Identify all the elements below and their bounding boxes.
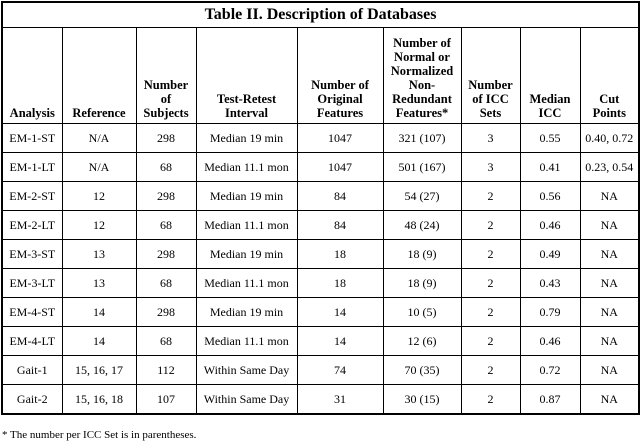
table-cell: 13: [62, 240, 136, 269]
table-cell: 298: [136, 124, 196, 153]
table-cell: 14: [297, 327, 383, 356]
table-cell: 54 (27): [383, 182, 461, 211]
table-cell: Median 11.1 mon: [196, 153, 297, 182]
table-cell: 0.72: [520, 356, 580, 385]
table-cell: 48 (24): [383, 211, 461, 240]
table-cell: 2: [461, 298, 520, 327]
table-cell: 18 (9): [383, 240, 461, 269]
table-cell: NA: [580, 356, 639, 385]
table-row: [2, 298, 639, 327]
table-cell: NA: [580, 269, 639, 298]
table-cell: 68: [136, 153, 196, 182]
table-title: Table II. Description of Databases: [2, 2, 639, 28]
table-cell: EM-2-LT: [2, 211, 62, 240]
table-cell: 2: [461, 327, 520, 356]
table-cell: 12: [62, 182, 136, 211]
table-cell: 10 (5): [383, 298, 461, 327]
table-cell: EM-2-ST: [2, 182, 62, 211]
column-header: Cut Points: [580, 28, 639, 124]
table-cell: NA: [580, 240, 639, 269]
table-cell: 13: [62, 269, 136, 298]
table-row: [2, 211, 639, 240]
table-row: [2, 153, 639, 182]
table-cell: 15, 16, 17: [62, 356, 136, 385]
table-cell: 14: [62, 327, 136, 356]
table-cell: 2: [461, 385, 520, 415]
table-cell: Within Same Day: [196, 356, 297, 385]
table-cell: N/A: [62, 153, 136, 182]
databases-table: [1, 1, 640, 415]
table-cell: 0.49: [520, 240, 580, 269]
column-header: Analysis: [2, 28, 62, 124]
table-cell: 0.79: [520, 298, 580, 327]
table-cell: EM-4-LT: [2, 327, 62, 356]
table-cell: 3: [461, 124, 520, 153]
table-cell: 2: [461, 356, 520, 385]
table-cell: 68: [136, 211, 196, 240]
table-cell: 0.87: [520, 385, 580, 415]
table-cell: EM-3-ST: [2, 240, 62, 269]
table-row: [2, 327, 639, 356]
column-header: Number of Normal or Normalized Non-Redundant Features*: [383, 28, 461, 124]
table-row: [2, 385, 639, 415]
table-row: [2, 240, 639, 269]
column-header: Number of ICC Sets: [461, 28, 520, 124]
table-cell: 12 (6): [383, 327, 461, 356]
column-header: Reference: [62, 28, 136, 124]
table-cell: Median 19 min: [196, 124, 297, 153]
table-cell: 18: [297, 269, 383, 298]
table-cell: 112: [136, 356, 196, 385]
column-header: Median ICC: [520, 28, 580, 124]
table-cell: 298: [136, 240, 196, 269]
table-cell: N/A: [62, 124, 136, 153]
table-cell: 74: [297, 356, 383, 385]
table-cell: 15, 16, 18: [62, 385, 136, 415]
table-cell: Median 19 min: [196, 240, 297, 269]
table-cell: 14: [62, 298, 136, 327]
column-header: Number of Original Features: [297, 28, 383, 124]
table-row: [2, 269, 639, 298]
table-cell: 501 (167): [383, 153, 461, 182]
table-cell: Median 11.1 mon: [196, 269, 297, 298]
table-cell: EM-4-ST: [2, 298, 62, 327]
table-cell: NA: [580, 385, 639, 415]
table-cell: 107: [136, 385, 196, 415]
table-cell: 18: [297, 240, 383, 269]
table-cell: 298: [136, 298, 196, 327]
table-row: [2, 182, 639, 211]
table-cell: Median 11.1 mon: [196, 327, 297, 356]
table-cell: EM-1-LT: [2, 153, 62, 182]
table-cell: 68: [136, 269, 196, 298]
table-cell: NA: [580, 182, 639, 211]
table-cell: 0.46: [520, 211, 580, 240]
table-cell: NA: [580, 327, 639, 356]
table-cell: 0.55: [520, 124, 580, 153]
table-cell: 1047: [297, 124, 383, 153]
column-header: Test-Retest Interval: [196, 28, 297, 124]
table-cell: 30 (15): [383, 385, 461, 415]
table-cell: 2: [461, 269, 520, 298]
table-row: [2, 356, 639, 385]
table-cell: 70 (35): [383, 356, 461, 385]
table-cell: 14: [297, 298, 383, 327]
table-cell: 84: [297, 182, 383, 211]
table-cell: 18 (9): [383, 269, 461, 298]
table-cell: 31: [297, 385, 383, 415]
table-cell: 84: [297, 211, 383, 240]
table-cell: 2: [461, 182, 520, 211]
table-cell: Gait-1: [2, 356, 62, 385]
table-cell: 3: [461, 153, 520, 182]
table-cell: 68: [136, 327, 196, 356]
table-cell: 298: [136, 182, 196, 211]
table-cell: 0.46: [520, 327, 580, 356]
table-cell: 321 (107): [383, 124, 461, 153]
table-cell: Median 19 min: [196, 298, 297, 327]
table-cell: 0.40, 0.72: [580, 124, 639, 153]
table-cell: Within Same Day: [196, 385, 297, 415]
table-cell: EM-1-ST: [2, 124, 62, 153]
table-cell: 1047: [297, 153, 383, 182]
table-cell: NA: [580, 298, 639, 327]
table-cell: Median 19 min: [196, 182, 297, 211]
column-header: Number of Subjects: [136, 28, 196, 124]
footnote: * The number per ICC Set is in parentheses.: [2, 429, 197, 441]
table-body: [2, 124, 639, 415]
header-row: [2, 28, 639, 124]
table-cell: 0.43: [520, 269, 580, 298]
table-cell: NA: [580, 211, 639, 240]
table-cell: 0.56: [520, 182, 580, 211]
table-cell: Median 11.1 mon: [196, 211, 297, 240]
table-cell: EM-3-LT: [2, 269, 62, 298]
table-cell: 12: [62, 211, 136, 240]
table-cell: Gait-2: [2, 385, 62, 415]
table-cell: 0.23, 0.54: [580, 153, 639, 182]
table-cell: 2: [461, 240, 520, 269]
table-row: [2, 124, 639, 153]
table-cell: 2: [461, 211, 520, 240]
table-cell: 0.41: [520, 153, 580, 182]
